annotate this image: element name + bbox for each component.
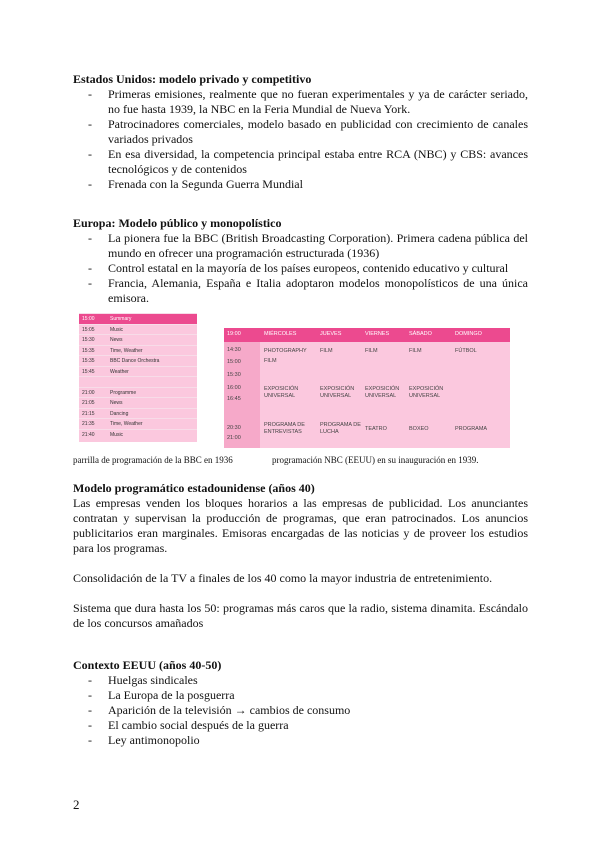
nbc-time-cell: 15:00 xyxy=(227,359,241,365)
nbc-time-column xyxy=(224,342,260,448)
section-eu xyxy=(73,216,528,306)
program-cell: Weather xyxy=(110,368,129,375)
nbc-program-cell: FÚTBOL xyxy=(455,348,477,354)
time-cell: 21:05 xyxy=(82,400,95,406)
time-cell: 15:45 xyxy=(82,368,95,375)
nbc-program-cell: PROGRAMA xyxy=(455,426,488,432)
nbc-program-cell: PROGRAMA DE ENTREVISTAS xyxy=(264,422,305,435)
list-item: - Ley antimonopolio xyxy=(73,733,528,748)
nbc-program-cell: PHOTOGRAPHY xyxy=(264,348,307,354)
time-cell: 15:35 xyxy=(82,358,95,364)
section-context-heading: Contexto EEUU (años 40-50) xyxy=(73,658,222,672)
nbc-program-cell: PROGRAMA DE LUCHA xyxy=(320,422,361,435)
section-model-heading: Modelo programático estadounidense (años 40) xyxy=(73,481,315,495)
list-item: - Control estatal en la mayoría de los países europeos, contenido educativo y cultural xyxy=(73,261,528,276)
time-cell: 15:05 xyxy=(82,326,95,333)
section-eu-list xyxy=(73,231,528,306)
program-cell: Time, Weather xyxy=(110,347,143,354)
program-cell: Music xyxy=(110,326,124,333)
bbc-schedule-table xyxy=(79,313,197,442)
nbc-program-cell: FILM xyxy=(264,358,277,364)
list-item: - Huelgas sindicales xyxy=(73,673,528,688)
nbc-time-cell: 16:45 xyxy=(227,396,241,402)
list-item: - Francia, Alemania, España e Italia adoptaron modelos monopolísticos de una única emisora. xyxy=(73,276,528,306)
nbc-time-cell: 16:00 xyxy=(227,385,241,391)
program-cell: Programme xyxy=(110,389,137,396)
time-cell: 15:00 xyxy=(82,316,95,322)
section-us-heading: Estados Unidos: modelo privado y competitivo xyxy=(73,72,312,86)
list-item: - Primeras emisiones, realmente que no fueran experimentales y ya de carácter seriado, no fue hasta 1939, la NBC en la Feria Mundial de Nueva York. xyxy=(73,87,528,117)
section-context-list xyxy=(73,673,528,748)
nbc-program-cell: FILM xyxy=(365,348,378,354)
section-us xyxy=(73,72,528,192)
program-cell: Summary xyxy=(110,316,132,322)
program-cell: Dancing xyxy=(110,410,129,417)
program-cell: BBC Dance Orchestra xyxy=(110,358,160,364)
list-item: - Patrocinadores comerciales, modelo basado en publicidad con crecimiento de canales variados privados xyxy=(73,117,528,147)
nbc-time-cell: 15:30 xyxy=(227,372,241,378)
nbc-time-cell: 14:30 xyxy=(227,347,241,353)
program-cell: Time, Weather xyxy=(110,421,143,427)
list-item: - La Europa de la posguerra xyxy=(73,688,528,703)
paragraph: Sistema que dura hasta los 50: programas más caros que la radio, sistema dinamita. Escándalo de los concursos amañados xyxy=(73,601,528,630)
program-cell: Music xyxy=(110,431,124,438)
nbc-time-cell: 20:30 xyxy=(227,425,241,431)
table-row xyxy=(79,429,197,444)
nbc-program-cell: TEATRO xyxy=(365,426,387,432)
nbc-program-cell: FILM xyxy=(320,348,333,354)
nbc-day-header: MIÉRCOLES xyxy=(264,331,297,337)
nbc-caption: programación NBC (EEUU) en su inauguración en 1939. xyxy=(272,455,479,465)
nbc-program-cell: EXPOSICIÓN UNIVERSAL xyxy=(365,386,400,399)
time-cell: 21:15 xyxy=(82,410,95,417)
list-item: - Aparición de la televisión → cambios de consumo xyxy=(73,703,528,718)
time-cell: 21:00 xyxy=(82,389,95,396)
section-eu-heading: Europa: Modelo público y monopolístico xyxy=(73,216,282,230)
time-cell: 15:30 xyxy=(82,337,95,343)
nbc-day-header: JUEVES xyxy=(320,331,342,337)
time-cell: 15:35 xyxy=(82,347,95,354)
nbc-program-cell: EXPOSICIÓN UNIVERSAL xyxy=(409,386,444,399)
section-context xyxy=(73,658,528,748)
list-item: - El cambio social después de la guerra xyxy=(73,718,528,733)
nbc-program-cell: EXPOSICIÓN UNIVERSAL xyxy=(320,386,355,399)
list-item: - En esa diversidad, la competencia principal estaba entre RCA (NBC) y CBS: avances tecnológicos y de contenidos xyxy=(73,147,528,177)
nbc-day-header: DOMINGO xyxy=(455,331,482,337)
list-item: - La pionera fue la BBC (British Broadcasting Corporation). Primera cadena pública del mundo en ofrecer una programación estructurada (1936) xyxy=(73,231,528,261)
nbc-day-header: VIERNES xyxy=(365,331,390,337)
nbc-schedule-table xyxy=(224,328,510,448)
bbc-caption: parrilla de programación de la BBC en 1936 xyxy=(73,455,233,465)
program-cell: News xyxy=(110,400,123,406)
list-item: - Frenada con la Segunda Guerra Mundial xyxy=(73,177,528,192)
nbc-program-cell: BOXEO xyxy=(409,426,429,432)
page-number: 2 xyxy=(73,797,80,812)
paragraph: Consolidación de la TV a finales de los 40 como la mayor industria de entretenimiento. xyxy=(73,571,493,585)
time-cell: 21:35 xyxy=(82,421,95,427)
program-cell: News xyxy=(110,337,123,343)
nbc-program-cell: EXPOSICIÓN UNIVERSAL xyxy=(264,386,299,399)
nbc-program-cell: FILM xyxy=(409,348,422,354)
paragraph: Las empresas venden los bloques horarios a las empresas de publicidad. Los anunciantes contratan y supervisan la producción de programas, que eran patrocinados. Los anuncios publicitarios eran marginales. Emisoras encargadas de las noticias y de proveer los estudios para los programas. xyxy=(73,496,528,555)
time-cell: 21:40 xyxy=(82,431,95,438)
section-us-list xyxy=(73,87,528,192)
section-model xyxy=(73,481,528,631)
nbc-time-cell: 21:00 xyxy=(227,435,241,441)
nbc-day-header: SÁBADO xyxy=(409,331,432,337)
nbc-corner-time: 19:00 xyxy=(227,331,241,337)
